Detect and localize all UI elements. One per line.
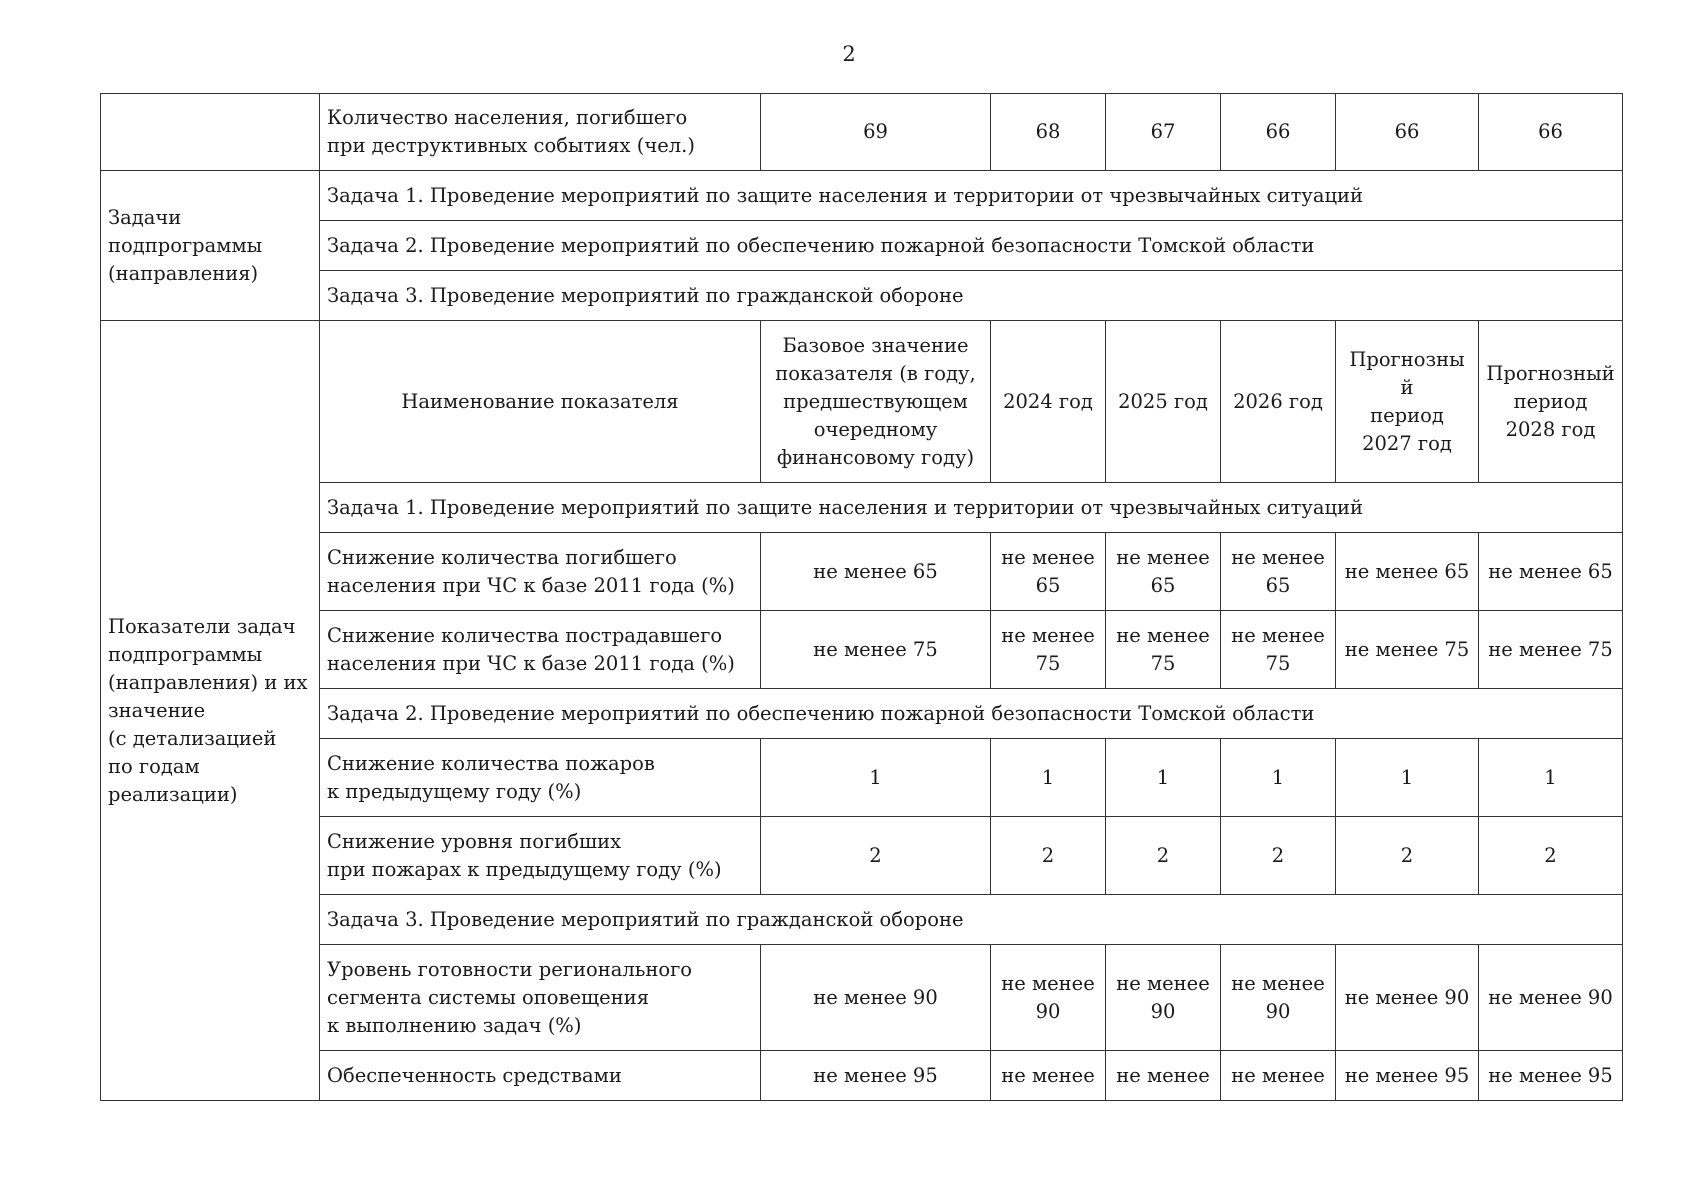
task-title: Задача 1. Проведение мероприятий по защите населения и территории от чрезвычайных ситуаций xyxy=(320,483,1623,533)
value-cell: не менее 95 xyxy=(1479,1051,1623,1101)
indicator-name: Количество населения, погибшего при деструктивных событиях (чел.) xyxy=(320,94,761,171)
value-cell: 66 xyxy=(1221,94,1336,171)
value-cell: не менее 65 xyxy=(1336,533,1479,611)
indicator-name: Снижение количества погибшего населения при ЧС к базе 2011 года (%) xyxy=(320,533,761,611)
task-title: Задача 2. Проведение мероприятий по обеспечению пожарной безопасности Томской области xyxy=(320,221,1623,271)
subprogram-table xyxy=(100,93,1623,1101)
header-year-2025: 2025 год xyxy=(1106,321,1221,483)
value-cell: 2 xyxy=(1336,817,1479,895)
value-cell: не менее 75 xyxy=(761,611,991,689)
task-title: Задача 2. Проведение мероприятий по обеспечению пожарной безопасности Томской области xyxy=(320,689,1623,739)
value-cell: не менее 75 xyxy=(1221,611,1336,689)
value-cell: не менее 95 xyxy=(1336,1051,1479,1101)
value-cell: 2 xyxy=(761,817,991,895)
value-cell: не менее 90 xyxy=(761,945,991,1051)
value-cell: 1 xyxy=(1479,739,1623,817)
value-cell: 1 xyxy=(991,739,1106,817)
header-year-2026: 2026 год xyxy=(1221,321,1336,483)
table-row xyxy=(101,1051,1623,1101)
empty-label-cell xyxy=(101,94,320,171)
value-cell: не менее 90 xyxy=(1106,945,1221,1051)
value-cell: не менее 65 xyxy=(761,533,991,611)
indicator-name: Снижение количества пострадавшего населения при ЧС к базе 2011 года (%) xyxy=(320,611,761,689)
indicator-name: Снижение уровня погибших при пожарах к предыдущему году (%) xyxy=(320,817,761,895)
value-cell: 1 xyxy=(1221,739,1336,817)
value-cell: 68 xyxy=(991,94,1106,171)
indicator-name: Обеспеченность средствами xyxy=(320,1051,761,1101)
value-cell: не менее 95 xyxy=(761,1051,991,1101)
value-cell: не менее 90 xyxy=(1479,945,1623,1051)
value-cell: 66 xyxy=(1336,94,1479,171)
value-cell: не менее 65 xyxy=(1221,533,1336,611)
value-cell: не менее 65 xyxy=(1479,533,1623,611)
value-cell: 1 xyxy=(761,739,991,817)
value-cell: 2 xyxy=(991,817,1106,895)
header-row xyxy=(101,321,1623,483)
value-cell: не менее 90 xyxy=(991,945,1106,1051)
task-title: Задача 3. Проведение мероприятий по гражданской обороне xyxy=(320,271,1623,321)
value-cell: не менее 75 xyxy=(1106,611,1221,689)
task-row xyxy=(101,221,1623,271)
value-cell: 2 xyxy=(1479,817,1623,895)
table-row xyxy=(101,817,1623,895)
value-cell: 1 xyxy=(1336,739,1479,817)
task-row xyxy=(101,271,1623,321)
value-cell: не менее xyxy=(1106,1051,1221,1101)
value-cell: не менее 90 xyxy=(1221,945,1336,1051)
indicators-section-label: Показатели задач подпрограммы (направления) и их значение (с детализацией по годам реализации) xyxy=(101,321,320,1101)
header-forecast-2028: Прогнозный период 2028 год xyxy=(1479,321,1623,483)
indicator-name: Уровень готовности регионального сегмента системы оповещения к выполнению задач (%) xyxy=(320,945,761,1051)
table-row xyxy=(101,945,1623,1051)
header-year-2024: 2024 год xyxy=(991,321,1106,483)
table-row xyxy=(101,611,1623,689)
task-row xyxy=(101,689,1623,739)
value-cell: не менее 90 xyxy=(1336,945,1479,1051)
indicator-name: Снижение количества пожаров к предыдущему году (%) xyxy=(320,739,761,817)
task-row xyxy=(101,895,1623,945)
value-cell: не менее 75 xyxy=(1336,611,1479,689)
tasks-section-label: Задачи подпрограммы (направления) xyxy=(101,171,320,321)
task-row xyxy=(101,483,1623,533)
table-row xyxy=(101,739,1623,817)
value-cell: 2 xyxy=(1221,817,1336,895)
value-cell: 66 xyxy=(1479,94,1623,171)
task-row xyxy=(101,171,1623,221)
value-cell: не менее xyxy=(1221,1051,1336,1101)
table-row xyxy=(101,533,1623,611)
value-cell: не менее xyxy=(991,1051,1106,1101)
header-forecast-2027: Прогнозный период 2027 год xyxy=(1336,321,1479,483)
page-number: 2 xyxy=(842,42,856,66)
value-cell: не менее 65 xyxy=(1106,533,1221,611)
task-title: Задача 3. Проведение мероприятий по гражданской обороне xyxy=(320,895,1623,945)
table-row xyxy=(101,94,1623,171)
value-cell: 67 xyxy=(1106,94,1221,171)
value-cell: 1 xyxy=(1106,739,1221,817)
header-indicator-name: Наименование показателя xyxy=(320,321,761,483)
value-cell: не менее 75 xyxy=(991,611,1106,689)
value-cell: не менее 65 xyxy=(991,533,1106,611)
value-cell: 2 xyxy=(1106,817,1221,895)
value-cell: не менее 75 xyxy=(1479,611,1623,689)
task-title: Задача 1. Проведение мероприятий по защите населения и территории от чрезвычайных ситуаций xyxy=(320,171,1623,221)
value-cell: 69 xyxy=(761,94,991,171)
header-base-value: Базовое значение показателя (в году, предшествующем очередному финансовому году) xyxy=(761,321,991,483)
